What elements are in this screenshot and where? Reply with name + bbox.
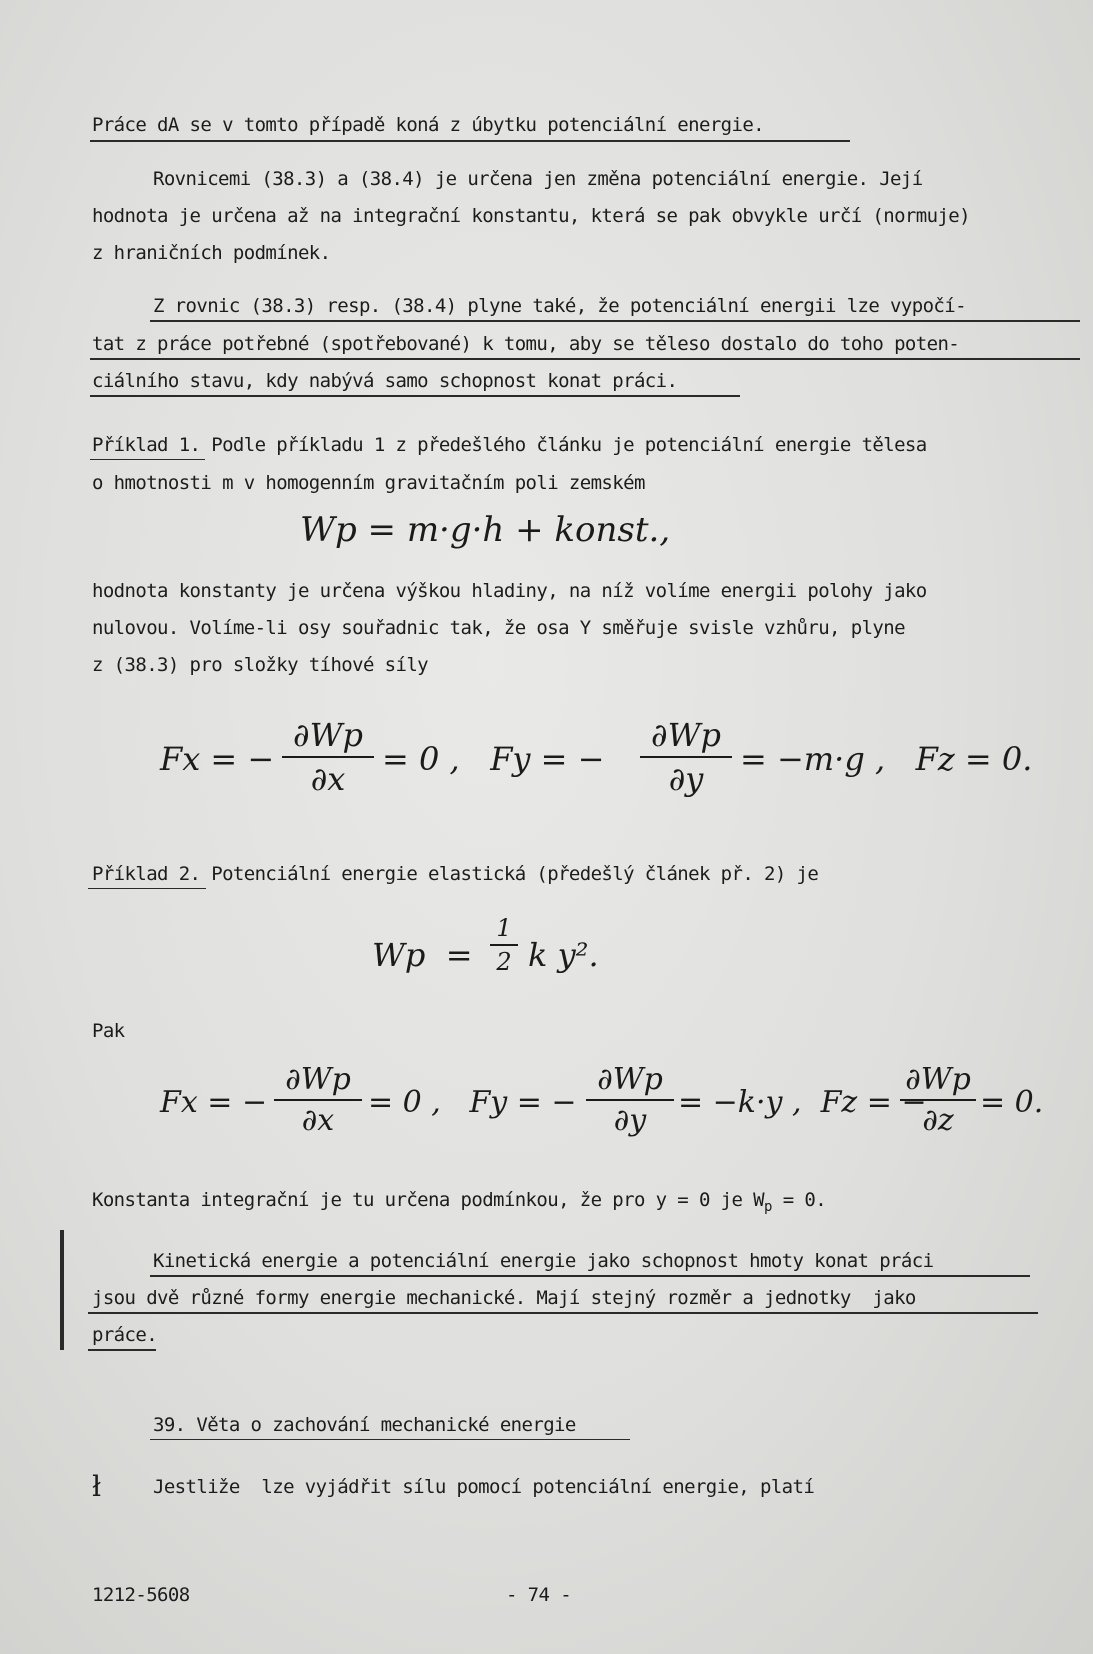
formula-4-middle-2: = −k·y , Fz = − [678,1085,927,1120]
underline [88,1312,1038,1314]
formula-4-fraction-z [900,1062,976,1138]
underline [90,459,205,460]
formula-2-lhs: Fx = − [160,740,275,778]
example-1-line [92,434,927,456]
margin-line-mark [60,1230,64,1350]
denominator: ∂x [301,1103,335,1138]
underline [150,320,1080,322]
text-line-3: hodnota je určena až na integrační konstantu, která se pak obvykle určí (normuje) [92,205,970,227]
underline [150,1439,630,1440]
underline [90,358,1080,360]
numerator: 1 [496,914,512,942]
underline [88,888,206,889]
denominator: ∂z [922,1103,954,1138]
text-line-16: Kinetická energie a potenciální energie jako schopnost hmoty konat práci [153,1250,934,1272]
text-line-17: jsou dvě různé formy energie mechanické. Mají stejný rozměr a jednotky jako [92,1287,916,1309]
page-number: - 74 - [506,1584,572,1606]
fraction-bar [640,756,732,758]
text-line-12: z (38.3) pro složky tíhové síly [92,654,429,676]
text-line-15-main: Konstanta integrační je tu určena podmínkou, že pro y = 0 je W [92,1189,765,1211]
denominator: ∂y [668,760,704,798]
numerator: ∂Wp [293,716,363,754]
formula-4-fraction-y [586,1062,674,1138]
fraction-bar [274,1099,362,1101]
formula-2-fraction-y [640,716,732,798]
formula-4-rhs: = 0. [980,1085,1044,1120]
text-line-7: ciálního stavu, kdy nabývá samo schopnost konat práci. [92,370,678,392]
formula-potential-gravity: Wp = m·g·h + konst., [300,510,671,550]
example-1-text: Podle příkladu 1 z předešlého článku je potenciální energie tělesa [200,434,927,456]
underline [88,1349,156,1351]
text-line-1: Práce dA se v tomto případě koná z úbytku potenciální energie. [92,114,765,136]
underline [150,1275,1030,1277]
text-line-20: Jestliže lze vyjádřit sílu pomocí potenciální energie, platí [153,1476,815,1498]
fraction-bar [900,1099,976,1101]
denominator: ∂x [310,760,346,798]
subscript-p: p [764,1198,772,1215]
formula-2-fraction-x [282,716,374,798]
footer-code: 1212-5608 [92,1584,190,1606]
text-line-6: tat z práce potřebné (spotřebované) k tomu, aby se těleso dostalo do toho poten- [92,333,960,355]
denominator: 2 [496,948,512,976]
formula-4-lhs: Fx = − [160,1085,268,1120]
numerator: ∂Wp [651,716,721,754]
example-2-line [92,863,818,885]
formula-3-lhs: Wp = [372,936,473,974]
text-line-11: nulovou. Volíme-li osy souřadnic tak, že osa Y směřuje svisle vzhůru, plyne [92,617,905,639]
numerator: ∂Wp [905,1062,971,1097]
text-line-18: práce. [92,1324,158,1346]
formula-3-rhs: k y². [528,936,599,974]
fraction-bar [586,1099,674,1101]
fraction-bar [282,756,374,758]
margin-pencil-mark: ł [92,1470,102,1503]
text-line-14: Pak [92,1020,125,1042]
text-line-10: hodnota konstanty je určena výškou hladiny, na níž volíme energii polohy jako [92,580,927,602]
example-2-text: Potenciální energie elastická (předešlý článek př. 2) je [200,863,819,885]
text-line-9: o hmotnosti m v homogenním gravitačním poli zemském [92,472,645,494]
text-line-2: Rovnicemi (38.3) a (38.4) je určena jen změna potenciální energie. Její [153,168,923,190]
formula-2-middle: = 0 , Fy = − [382,740,605,778]
text-line-15-end: = 0. [771,1189,827,1211]
section-heading: 39. Věta o zachování mechanické energie [153,1414,576,1436]
underline [90,140,850,142]
example-1-label: Příklad 1. [92,434,201,456]
denominator: ∂y [613,1103,647,1138]
text-line-5: Z rovnic (38.3) resp. (38.4) plyne také, že potenciální energii lze vypočí- [153,295,966,317]
underline [90,395,740,397]
numerator: ∂Wp [597,1062,663,1097]
example-2-label: Příklad 2. [92,863,201,885]
formula-4-fraction-x [274,1062,362,1138]
numerator: ∂Wp [285,1062,351,1097]
formula-4-middle-1: = 0 , Fy = − [368,1085,577,1120]
text-line-15 [92,1189,826,1215]
formula-3-fraction [490,914,518,976]
formula-2-rhs: = −m·g , Fz = 0. [740,740,1033,778]
text-line-4: z hraničních podmínek. [92,242,331,264]
fraction-bar [490,944,518,946]
